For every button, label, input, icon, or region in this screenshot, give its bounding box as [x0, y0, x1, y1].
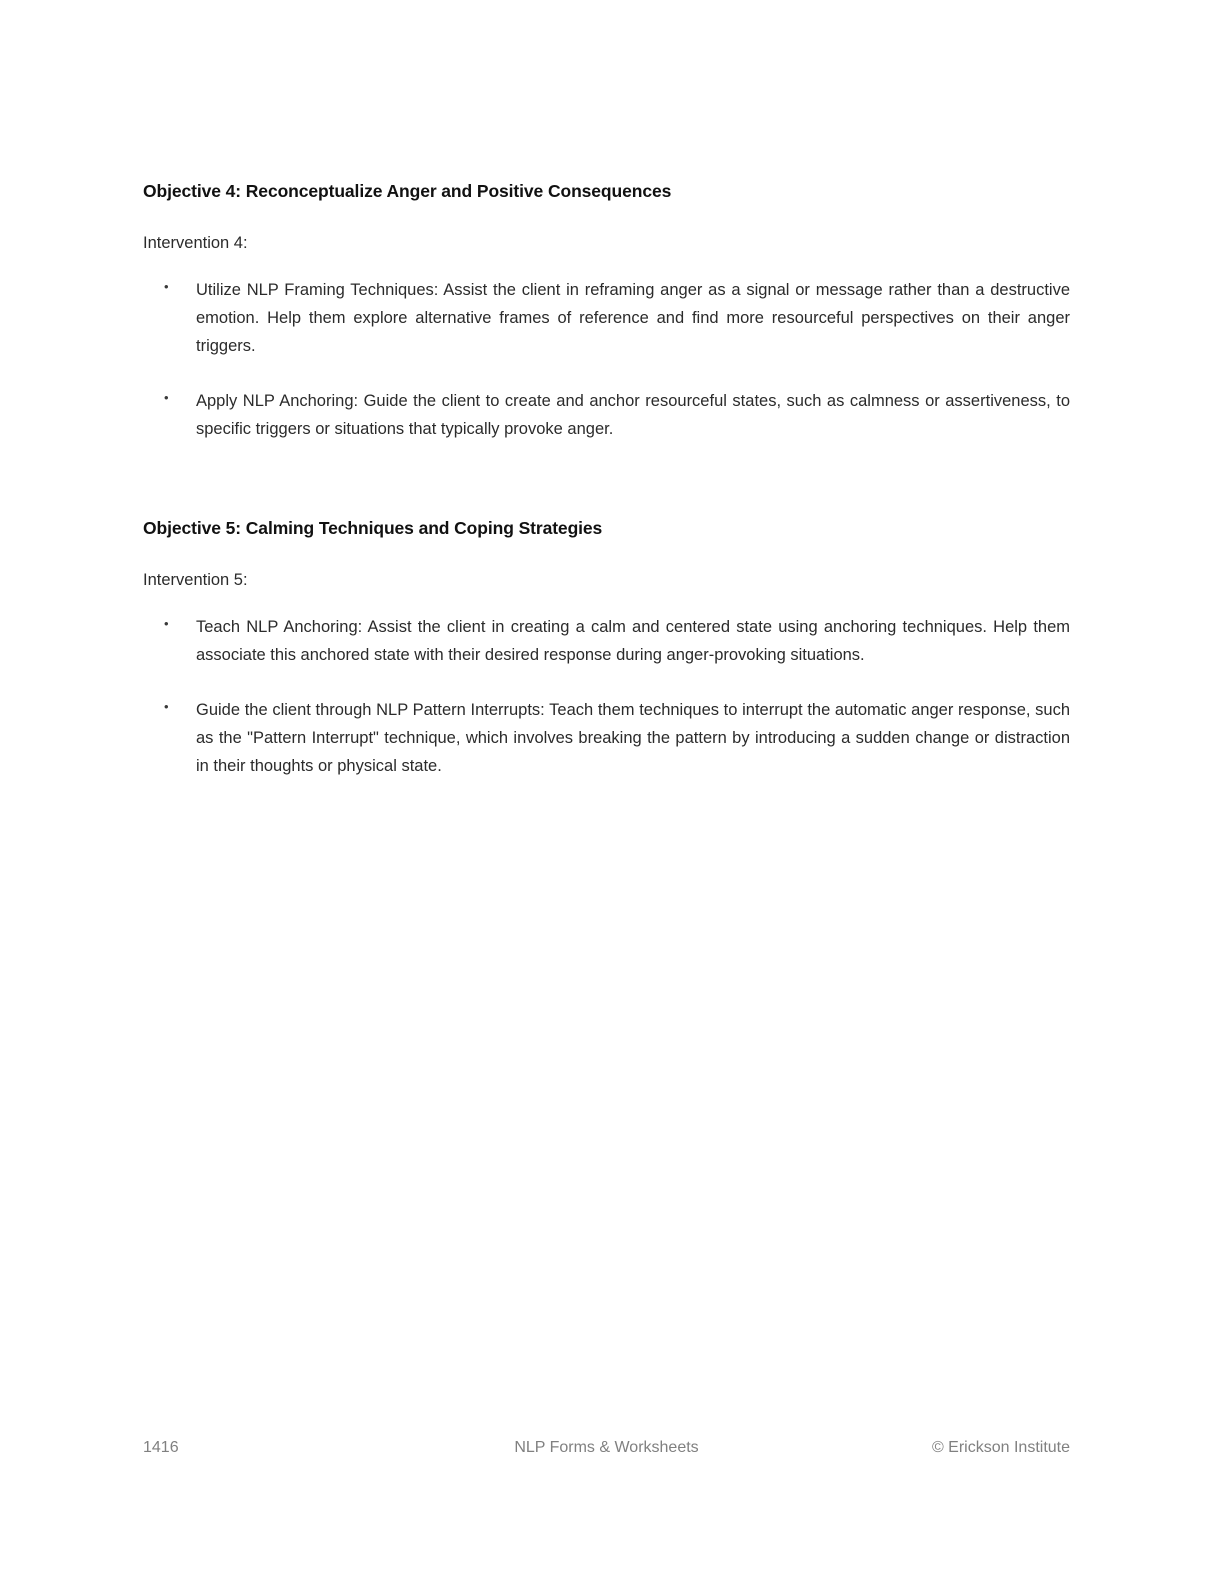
footer-copyright: © Erickson Institute	[931, 1439, 1070, 1456]
bullet-point-icon: •	[164, 615, 169, 631]
list-item	[143, 276, 1070, 361]
list-item-text: Teach NLP Anchoring: Assist the client in creating a calm and centered state using anchoring techniques. Help them associate this anchored state with their desired response during anger-provoking situations.	[196, 617, 1070, 665]
bullet-list-objective-5	[143, 613, 1070, 781]
section-heading-objective-5: Objective 5: Calming Techniques and Coping Strategies	[143, 518, 603, 539]
footer-page-number: 1416	[143, 1439, 179, 1456]
bullet-point-icon: •	[164, 278, 169, 294]
footer-title: NLP Forms & Worksheets	[514, 1439, 699, 1456]
bullet-list-objective-4	[143, 276, 1070, 444]
list-item-text: Utilize NLP Framing Techniques: Assist the client in reframing anger as a signal or message rather than a destructive emotion. Help them explore alternative frames of reference and find more resourceful perspectives on their anger triggers.	[196, 280, 1070, 356]
page-content	[143, 0, 1070, 781]
page-footer	[143, 1435, 1070, 1461]
list-item-text: Apply NLP Anchoring: Guide the client to create and anchor resourceful states, such as calmness or assertiveness, to specific triggers or situations that typically provoke anger.	[196, 391, 1070, 439]
intervention-label-4: Intervention 4:	[143, 233, 248, 252]
bullet-point-icon: •	[164, 389, 169, 405]
bullet-point-icon: •	[164, 698, 169, 714]
list-item-text: Guide the client through NLP Pattern Interrupts: Teach them techniques to interrupt the automatic anger response, such as the "Pattern Interrupt" technique, which involves breaking the pattern by introducing a sudden change or distraction in their thoughts or physical state.	[196, 700, 1070, 776]
intervention-label-5: Intervention 5:	[143, 571, 248, 590]
list-item	[143, 613, 1070, 670]
list-item	[143, 696, 1070, 781]
section-heading-objective-4: Objective 4: Reconceptualize Anger and Positive Consequences	[143, 181, 672, 201]
list-item	[143, 387, 1070, 444]
